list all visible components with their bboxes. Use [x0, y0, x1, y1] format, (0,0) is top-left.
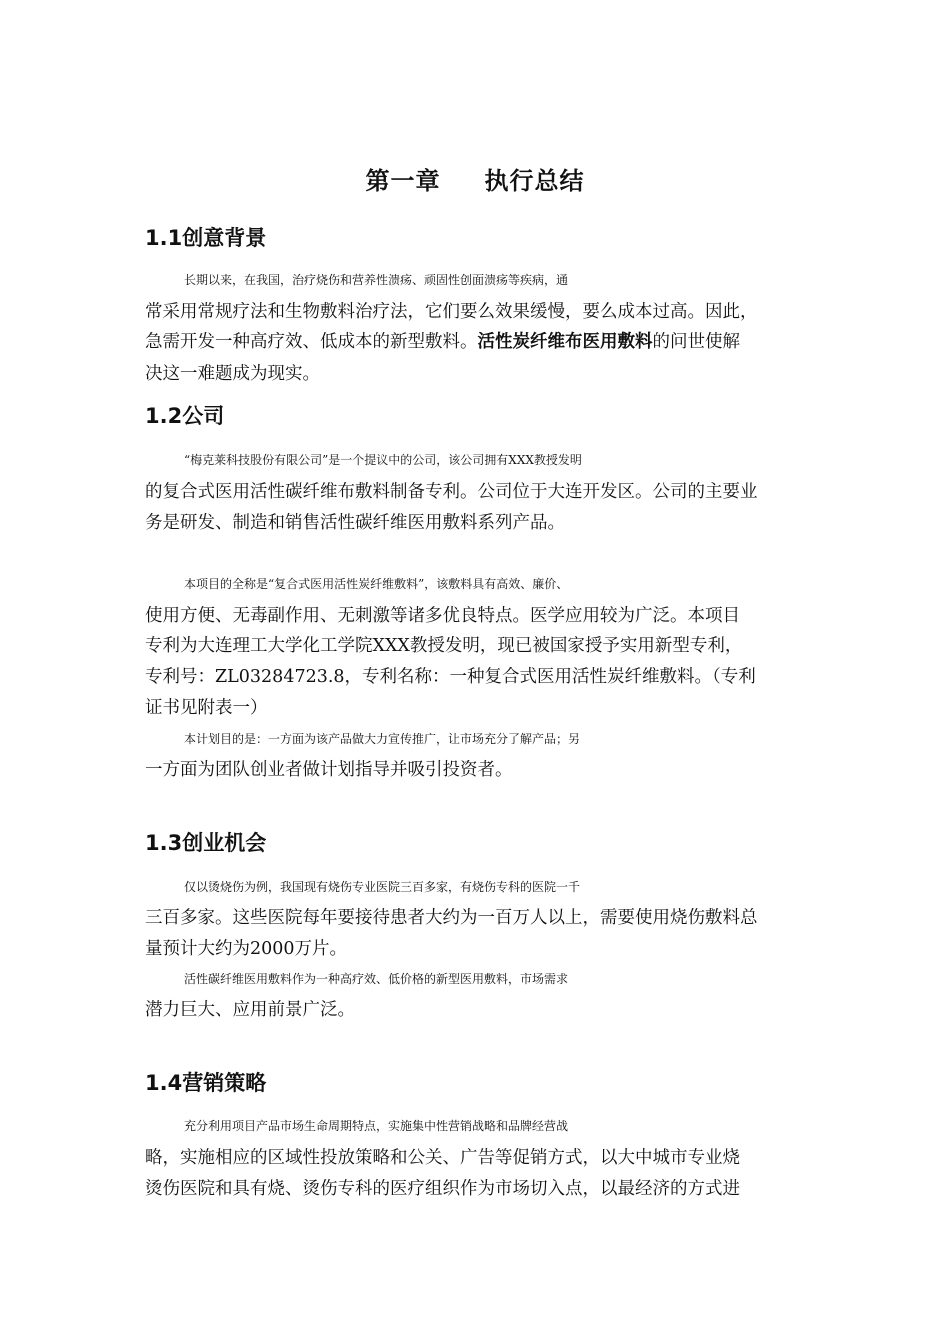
s3-p1-line2: 三百多家。这些医院每年要接待患者大约为一百万人以上，需要使用烧伤敷料总: [145, 908, 758, 928]
section-heading-1-1: 1.1创意背景: [145, 226, 267, 250]
section-heading-1-2: 1.2公司: [145, 404, 225, 428]
product-name-bold: 活性炭纤维布医用敷料: [477, 332, 653, 352]
s2-p2-line1: 本项目的全称是“复合式医用活性炭纤维敷料”，该敷料具有高效、廉价、: [184, 577, 569, 591]
s1-p1-line3-a: 急需开发一种高疗效、低成本的新型敷料。: [145, 332, 478, 352]
s2-p3-line1: 本计划目的是：一方面为该产品做大力宣传推广，让市场充分了解产品；另: [184, 732, 581, 746]
s2-p3-line2: 一方面为团队创业者做计划指导并吸引投资者。: [145, 760, 513, 780]
s3-p1-line1: 仅以烫烧伤为例，我国现有烧伤专业医院三百多家，有烧伤专科的医院一千: [184, 880, 581, 894]
section-heading-1-4: 1.4营销策略: [145, 1071, 267, 1095]
s2-p2-line4: 专利号：ZL03284723.8，专利名称：一种复合式医用活性炭纤维敷料。（专利: [145, 667, 756, 687]
s2-p1-line3: 务是研发、制造和销售活性碳纤维医用敷料系列产品。: [145, 513, 565, 533]
s4-p1-line1: 充分利用项目产品市场生命周期特点，实施集中性营销战略和品牌经营战: [184, 1119, 569, 1133]
s1-p1-line2: 常采用常规疗法和生物敷料治疗法，它们要么效果缓慢，要么成本过高。因此，: [145, 302, 758, 322]
s3-p2-line1: 活性碳纤维医用敷料作为一种高疗效、低价格的新型医用敷料，市场需求: [184, 972, 569, 986]
s3-p2-line2: 潜力巨大、应用前景广泛。: [145, 1000, 355, 1020]
s1-p1-line3-c: 的问世使解: [652, 332, 740, 352]
s3-p1-line3: 量预计大约为2000万片。: [145, 939, 348, 959]
s2-p2-line3: 专利为大连理工大学化工学院XXX教授发明，现已被国家授予实用新型专利，: [145, 636, 743, 656]
s4-p1-line3: 烫伤医院和具有烧、烫伤专科的医疗组织作为市场切入点，以最经济的方式进: [145, 1179, 740, 1199]
chapter-title: [0, 164, 950, 198]
s2-p2-line5: 证书见附表一）: [145, 698, 268, 718]
chapter-number: 第一章: [365, 167, 441, 195]
s1-p1-line4: 决这一难题成为现实。: [145, 364, 320, 384]
chapter-name: 执行总结: [484, 167, 585, 195]
s1-p1-line1: 长期以来，在我国，治疗烧伤和营养性溃疡、顽固性创面溃疡等疾病，通: [184, 273, 569, 287]
section-heading-1-3: 1.3创业机会: [145, 831, 267, 855]
s2-p2-line2: 使用方便、无毒副作用、无刺激等诸多优良特点。医学应用较为广泛。本项目: [145, 606, 740, 626]
s2-p1-line1: “梅克莱科技股份有限公司”是一个提议中的公司，该公司拥有XXX教授发明: [184, 453, 582, 467]
s1-p1-line3: [145, 326, 835, 358]
s4-p1-line2: 略，实施相应的区域性投放策略和公关、广告等促销方式，以大中城市专业烧: [145, 1148, 740, 1168]
s2-p1-line2: 的复合式医用活性碳纤维布敷料制备专利。公司位于大连开发区。公司的主要业: [145, 482, 758, 502]
